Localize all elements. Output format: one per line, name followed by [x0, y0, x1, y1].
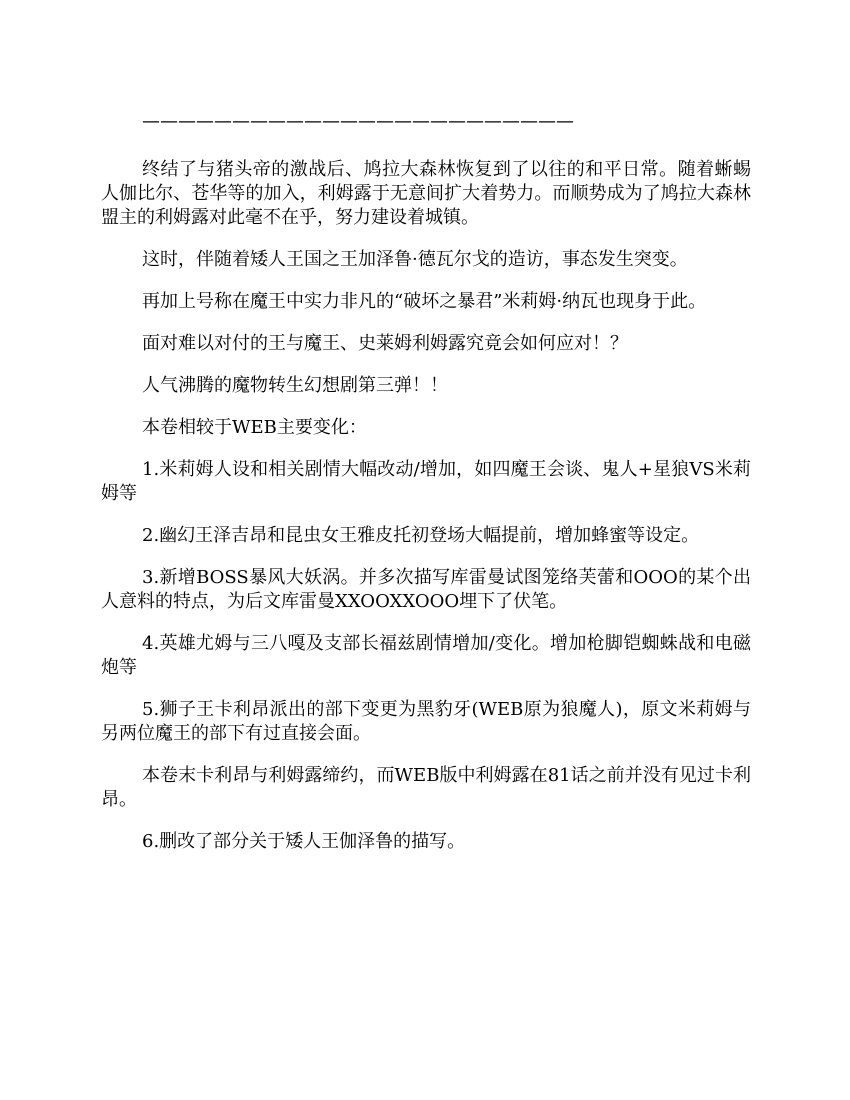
document-page: [101, 110, 751, 872]
paragraph-milim: 再加上号称在魔王中实力非凡的“破坏之暴君”米莉姆·纳瓦也现身于此。: [142, 291, 707, 312]
paragraph-change-4: 4.英雄尤姆与三八嘎及支部长福兹剧情增加/变化。增加枪脚铠蜘蛛战和电磁炮等: [101, 633, 751, 678]
paragraph-change-5: 5.狮子王卡利昂派出的部下变更为黑豹牙(WEB原为狼魔人)，原文米莉姆与另两位魔王的部下有过直接会面。: [101, 699, 751, 744]
paragraph-intro: 终结了与猪头帝的激战后、鸠拉大森林恢复到了以往的和平日常。随着蜥蜴人伽比尔、苍华等的加入，利姆露于无意间扩大着势力。而顺势成为了鸠拉大森林盟主的利姆露对此毫不在乎，努力建设着城镇。: [101, 159, 751, 228]
paragraph-change-3: 3.新增BOSS暴风大妖涡。并多次描写库雷曼试图笼络芙蕾和OOO的某个出人意料的特点，为后文库雷曼XXOOXXOOO埋下了伏笔。: [101, 567, 751, 612]
paragraph-tagline: 人气沸腾的魔物转生幻想剧第三弹！！: [142, 375, 448, 396]
paragraph-visit: 这时，伴随着矮人王国之王加泽鲁·德瓦尔戈的造访，事态发生突变。: [142, 249, 688, 270]
paragraph-change-5-note: 本卷末卡利昂与利姆露缔约，而WEB版中利姆露在81话之前并没有见过卡利昂。: [101, 765, 751, 810]
paragraph-changes-heading: 本卷相较于WEB主要变化：: [142, 417, 367, 438]
paragraph-change-1: 1.米莉姆人设和相关剧情大幅改动/增加，如四魔王会谈、鬼人+星狼VS米莉姆等: [101, 459, 751, 504]
paragraph-question: 面对难以对付的王与魔王、史莱姆利姆露究竟会如何应对！？: [142, 333, 628, 354]
divider-line: ————————————————————————: [142, 111, 574, 132]
paragraph-change-2: 2.幽幻王泽吉昂和昆虫女王雅皮托初登场大幅提前，增加蜂蜜等设定。: [142, 525, 700, 546]
paragraph-change-6: 6.删改了部分关于矮人王伽泽鲁的描写。: [142, 831, 466, 852]
